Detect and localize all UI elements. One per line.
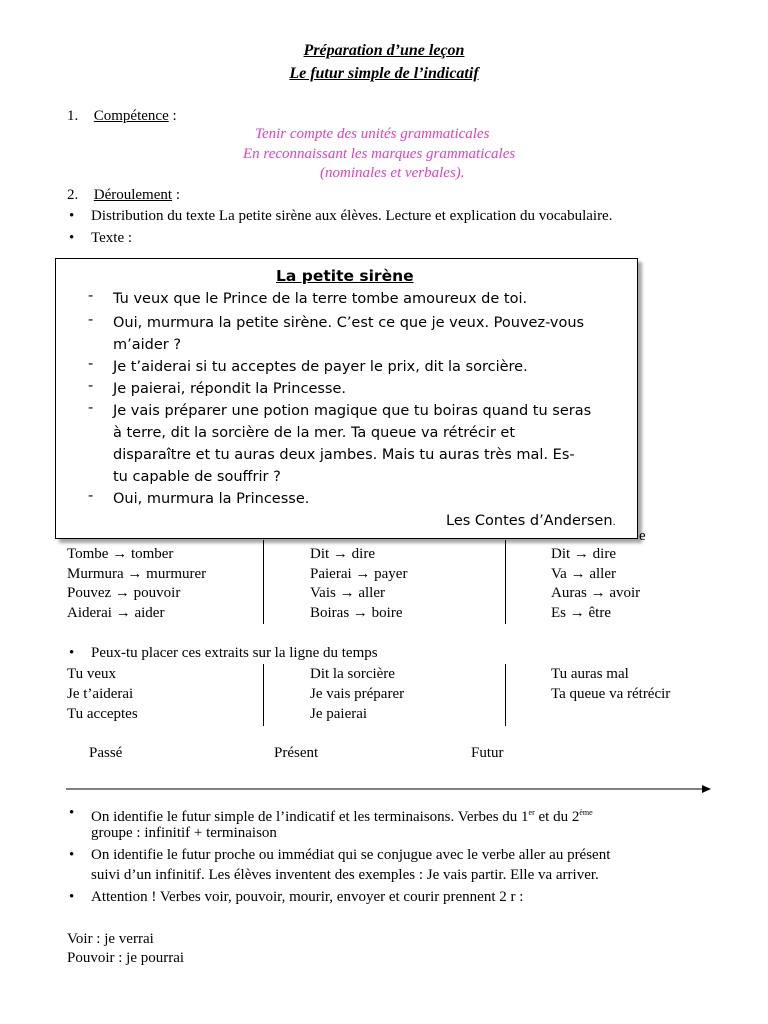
section-1-label: Compétence — [93, 108, 169, 124]
bullet-futur-simple-text-2: et du 2 — [534, 809, 580, 825]
verb-col2-row3: Vais → aller — [310, 585, 385, 601]
example-voir: Voir : je verrai — [67, 931, 154, 947]
story-line-2: Oui, murmura la petite sirène. C’est ce que je veux. Pouvez-vous — [113, 315, 585, 331]
story-source-text: Les Contes d’Andersen — [446, 513, 613, 529]
dash-1: - — [88, 288, 94, 304]
verb-col1-row4: Aiderai → aider — [67, 605, 165, 621]
story-line-5: Je paierai, répondit la Princesse. — [113, 381, 347, 397]
bullet-timeline-question: • Peux-tu placer ces extraits sur la ligne du temps — [91, 643, 378, 663]
section-2-number: 2. — [67, 187, 79, 203]
verb-col3-row2: Va → aller — [551, 566, 616, 582]
verb-col2-row2: Paierai → payer — [310, 566, 408, 582]
verb-col2-row4: Boiras → boire — [310, 605, 403, 621]
verb-col2-row1: Dit → dire — [310, 546, 375, 562]
story-line-4: Je t’aiderai si tu acceptes de payer le prix, dit la sorcière. — [113, 359, 528, 375]
extract-col2-row1: Dit la sorcière — [310, 666, 395, 682]
extract-col1-row3: Tu acceptes — [67, 706, 138, 722]
sup-er: er — [528, 808, 535, 817]
section-2-heading — [67, 185, 180, 205]
section-2-label: Déroulement — [93, 187, 173, 203]
timeline-label-future: Futur — [471, 745, 504, 761]
story-line-8: disparaître et tu auras deux jambes. Mais tu auras très mal. Es- — [113, 447, 575, 463]
dash-3: - — [88, 356, 94, 372]
bullet-futur-proche: • On identifie le futur proche ou immédiat qui se conjugue avec le verbe aller au présent — [91, 845, 610, 865]
section-1-heading — [67, 106, 177, 126]
title-line-1: Préparation d’une leçon — [303, 42, 465, 59]
text-box-title: La petite sirène — [276, 267, 414, 285]
extract-col3-row2: Ta queue va rétrécir — [551, 686, 671, 702]
verb-col1-row3: Pouvez → pouvoir — [67, 585, 181, 601]
extract-col1-row2: Je t’aiderai — [67, 686, 134, 702]
dash-4: - — [88, 378, 94, 394]
dash-5: - — [88, 400, 94, 416]
verb-col1-row2: Murmura → murmurer — [67, 566, 207, 582]
bullet-futur-proche-line-2: suivi d’un infinitif. Les élèves inventent des exemples : Je vais partir. Elle va arriver. — [91, 867, 599, 883]
bullet-attention: • Attention ! Verbes voir, pouvoir, mourir, envoyer et courir prennent 2 r : — [91, 887, 523, 907]
extracts-table-divider-2 — [505, 664, 506, 726]
story-line-6: Je vais préparer une potion magique que tu boiras quand tu seras — [113, 403, 592, 419]
section-1-number: 1. — [67, 108, 79, 124]
verbs-table-divider-2 — [505, 540, 506, 624]
edge-letter: e — [639, 528, 646, 544]
verb-col3-row4: Es → être — [551, 605, 611, 621]
text-box-la-petite-sirene — [55, 258, 638, 539]
verb-col1-row1: Tombe → tomber — [67, 546, 174, 562]
timeline-label-present: Présent — [274, 745, 319, 761]
example-pouvoir: Pouvoir : je pourrai — [67, 950, 185, 966]
timeline-arrow — [66, 783, 712, 795]
competence-line-3: (nominales et verbales). — [320, 165, 465, 181]
bullet-futur-simple-line-2: groupe : infinitif + terminaison — [91, 825, 277, 841]
bullet-futur-simple-text-1: On identifie le futur simple de l’indicatif et les terminaisons. Verbes du 1 — [91, 809, 529, 825]
competence-line-1: Tenir compte des unités grammaticales — [255, 126, 490, 142]
story-line-1: Tu veux que le Prince de la terre tombe amoureux de toi. — [113, 291, 528, 307]
dash-2: - — [88, 312, 94, 328]
story-line-3: m’aider ? — [113, 337, 182, 353]
story-source — [446, 510, 616, 534]
extract-col2-row3: Je paierai — [310, 706, 368, 722]
story-line-10: Oui, murmura la Princesse. — [113, 491, 310, 507]
verb-col3-row1: Dit → dire — [551, 546, 616, 562]
story-source-dot: . — [612, 517, 616, 528]
title-line-2: Le futur simple de l’indicatif — [289, 65, 479, 82]
section-2-colon: : — [172, 187, 180, 203]
competence-line-2: En reconnaissant les marques grammaticales — [243, 146, 516, 162]
bullet-texte: • Texte : — [91, 228, 132, 248]
timeline-label-past: Passé — [89, 745, 123, 761]
dash-6: - — [88, 488, 94, 504]
verbs-table-divider-1 — [263, 540, 264, 624]
extract-col3-row1: Tu auras mal — [551, 666, 629, 682]
verb-col3-row3: Auras → avoir — [551, 585, 641, 601]
section-1-colon: : — [168, 108, 177, 124]
extract-col1-row1: Tu veux — [67, 666, 117, 682]
story-line-7: à terre, dit la sorcière de la mer. Ta queue va rétrécir et — [113, 425, 516, 441]
sup-eme: ème — [579, 808, 593, 817]
bullet-distribution: • Distribution du texte La petite sirène aux élèves. Lecture et explication du vocabulaire. — [91, 206, 612, 226]
story-line-9: tu capable de souffrir ? — [113, 469, 281, 485]
extracts-table-divider-1 — [263, 664, 264, 726]
extract-col2-row2: Je vais préparer — [310, 686, 405, 702]
